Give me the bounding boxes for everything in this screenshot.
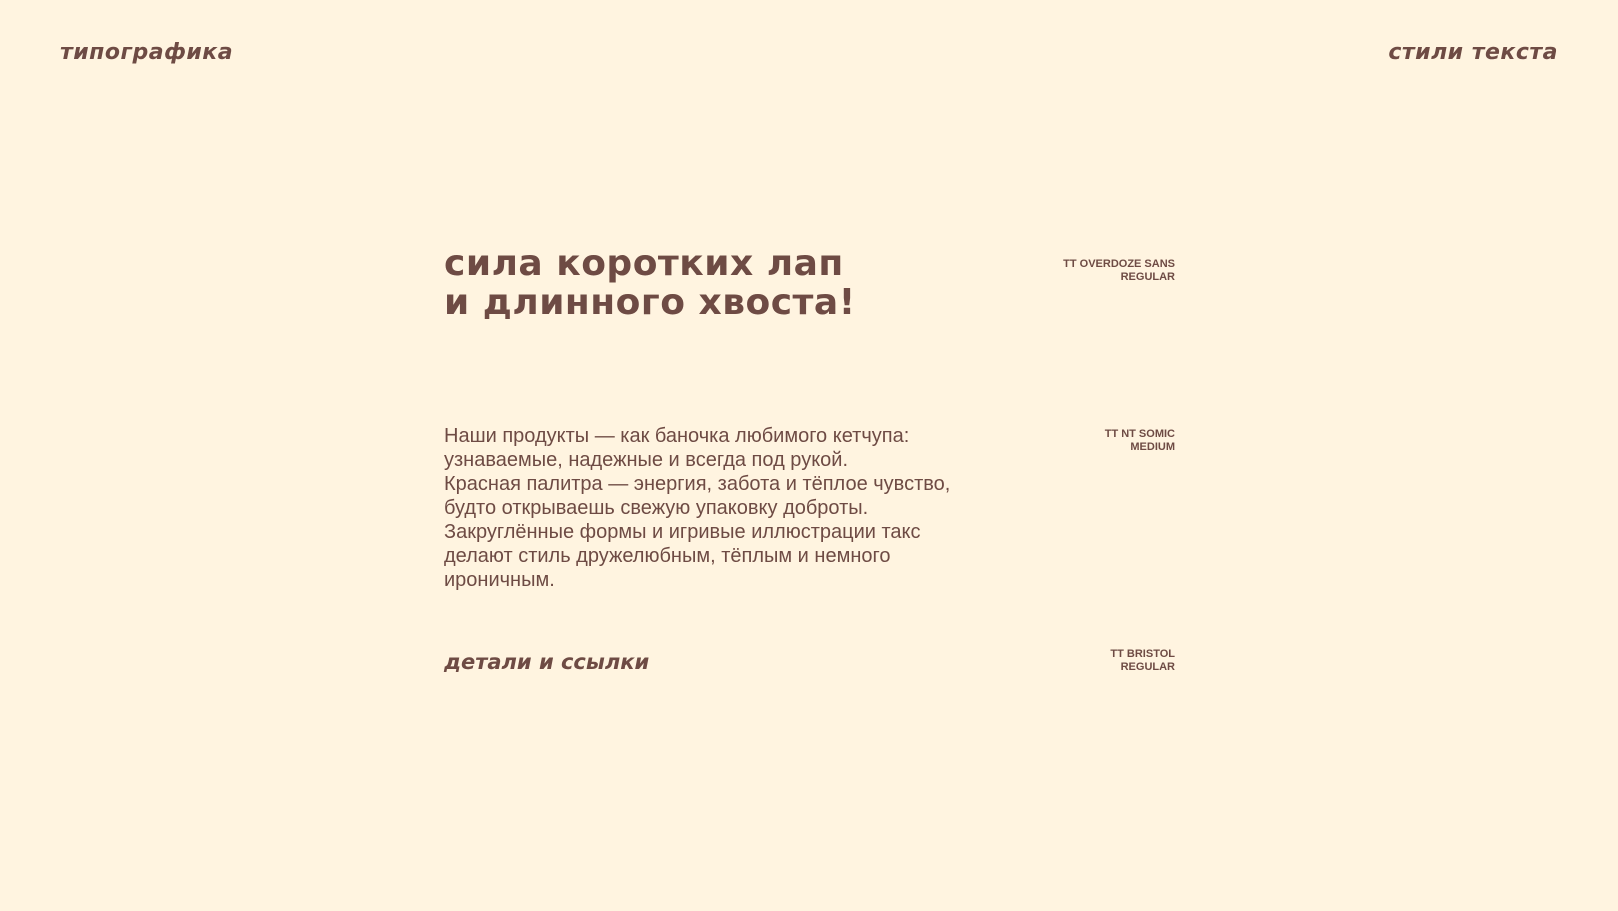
- body-line: будто открываешь свежую упаковку доброты.: [444, 497, 869, 519]
- caption-specimen-row: [444, 648, 1175, 688]
- body-line: Красная палитра — энергия, забота и тёплое чувство,: [444, 473, 951, 495]
- font-name: TT NT SOMIC: [1104, 428, 1175, 440]
- font-weight: REGULAR: [1120, 271, 1175, 283]
- font-name: TT OVERDOZE SANS: [1063, 258, 1175, 270]
- caption-font-label: [1110, 648, 1175, 674]
- body-sample: [444, 424, 1004, 592]
- heading-specimen-row: [444, 244, 1175, 334]
- caption-sample: детали и ссылки: [444, 650, 650, 674]
- font-weight: REGULAR: [1120, 661, 1175, 673]
- body-line: узнаваемые, надежные и всегда под рукой.: [444, 449, 849, 471]
- section-title: типографика: [60, 40, 234, 65]
- heading-font-label: [1063, 258, 1175, 284]
- body-line: делают стиль дружелюбным, тёплым и немного: [444, 545, 891, 567]
- body-line: ироничным.: [444, 569, 555, 591]
- body-line: Закруглённые формы и игривые иллюстрации такс: [444, 521, 921, 543]
- heading-line: сила коротких лап: [444, 243, 844, 284]
- body-line: Наши продукты — как баночка любимого кетчупа:: [444, 425, 910, 447]
- body-specimen-row: [444, 424, 1175, 604]
- font-weight: MEDIUM: [1130, 441, 1175, 453]
- heading-sample: [444, 244, 856, 322]
- heading-line: и длинного хвоста!: [444, 282, 856, 323]
- section-subtitle: стили текста: [1388, 40, 1558, 65]
- font-name: TT BRISTOL: [1110, 648, 1175, 660]
- body-font-label: [1105, 428, 1175, 454]
